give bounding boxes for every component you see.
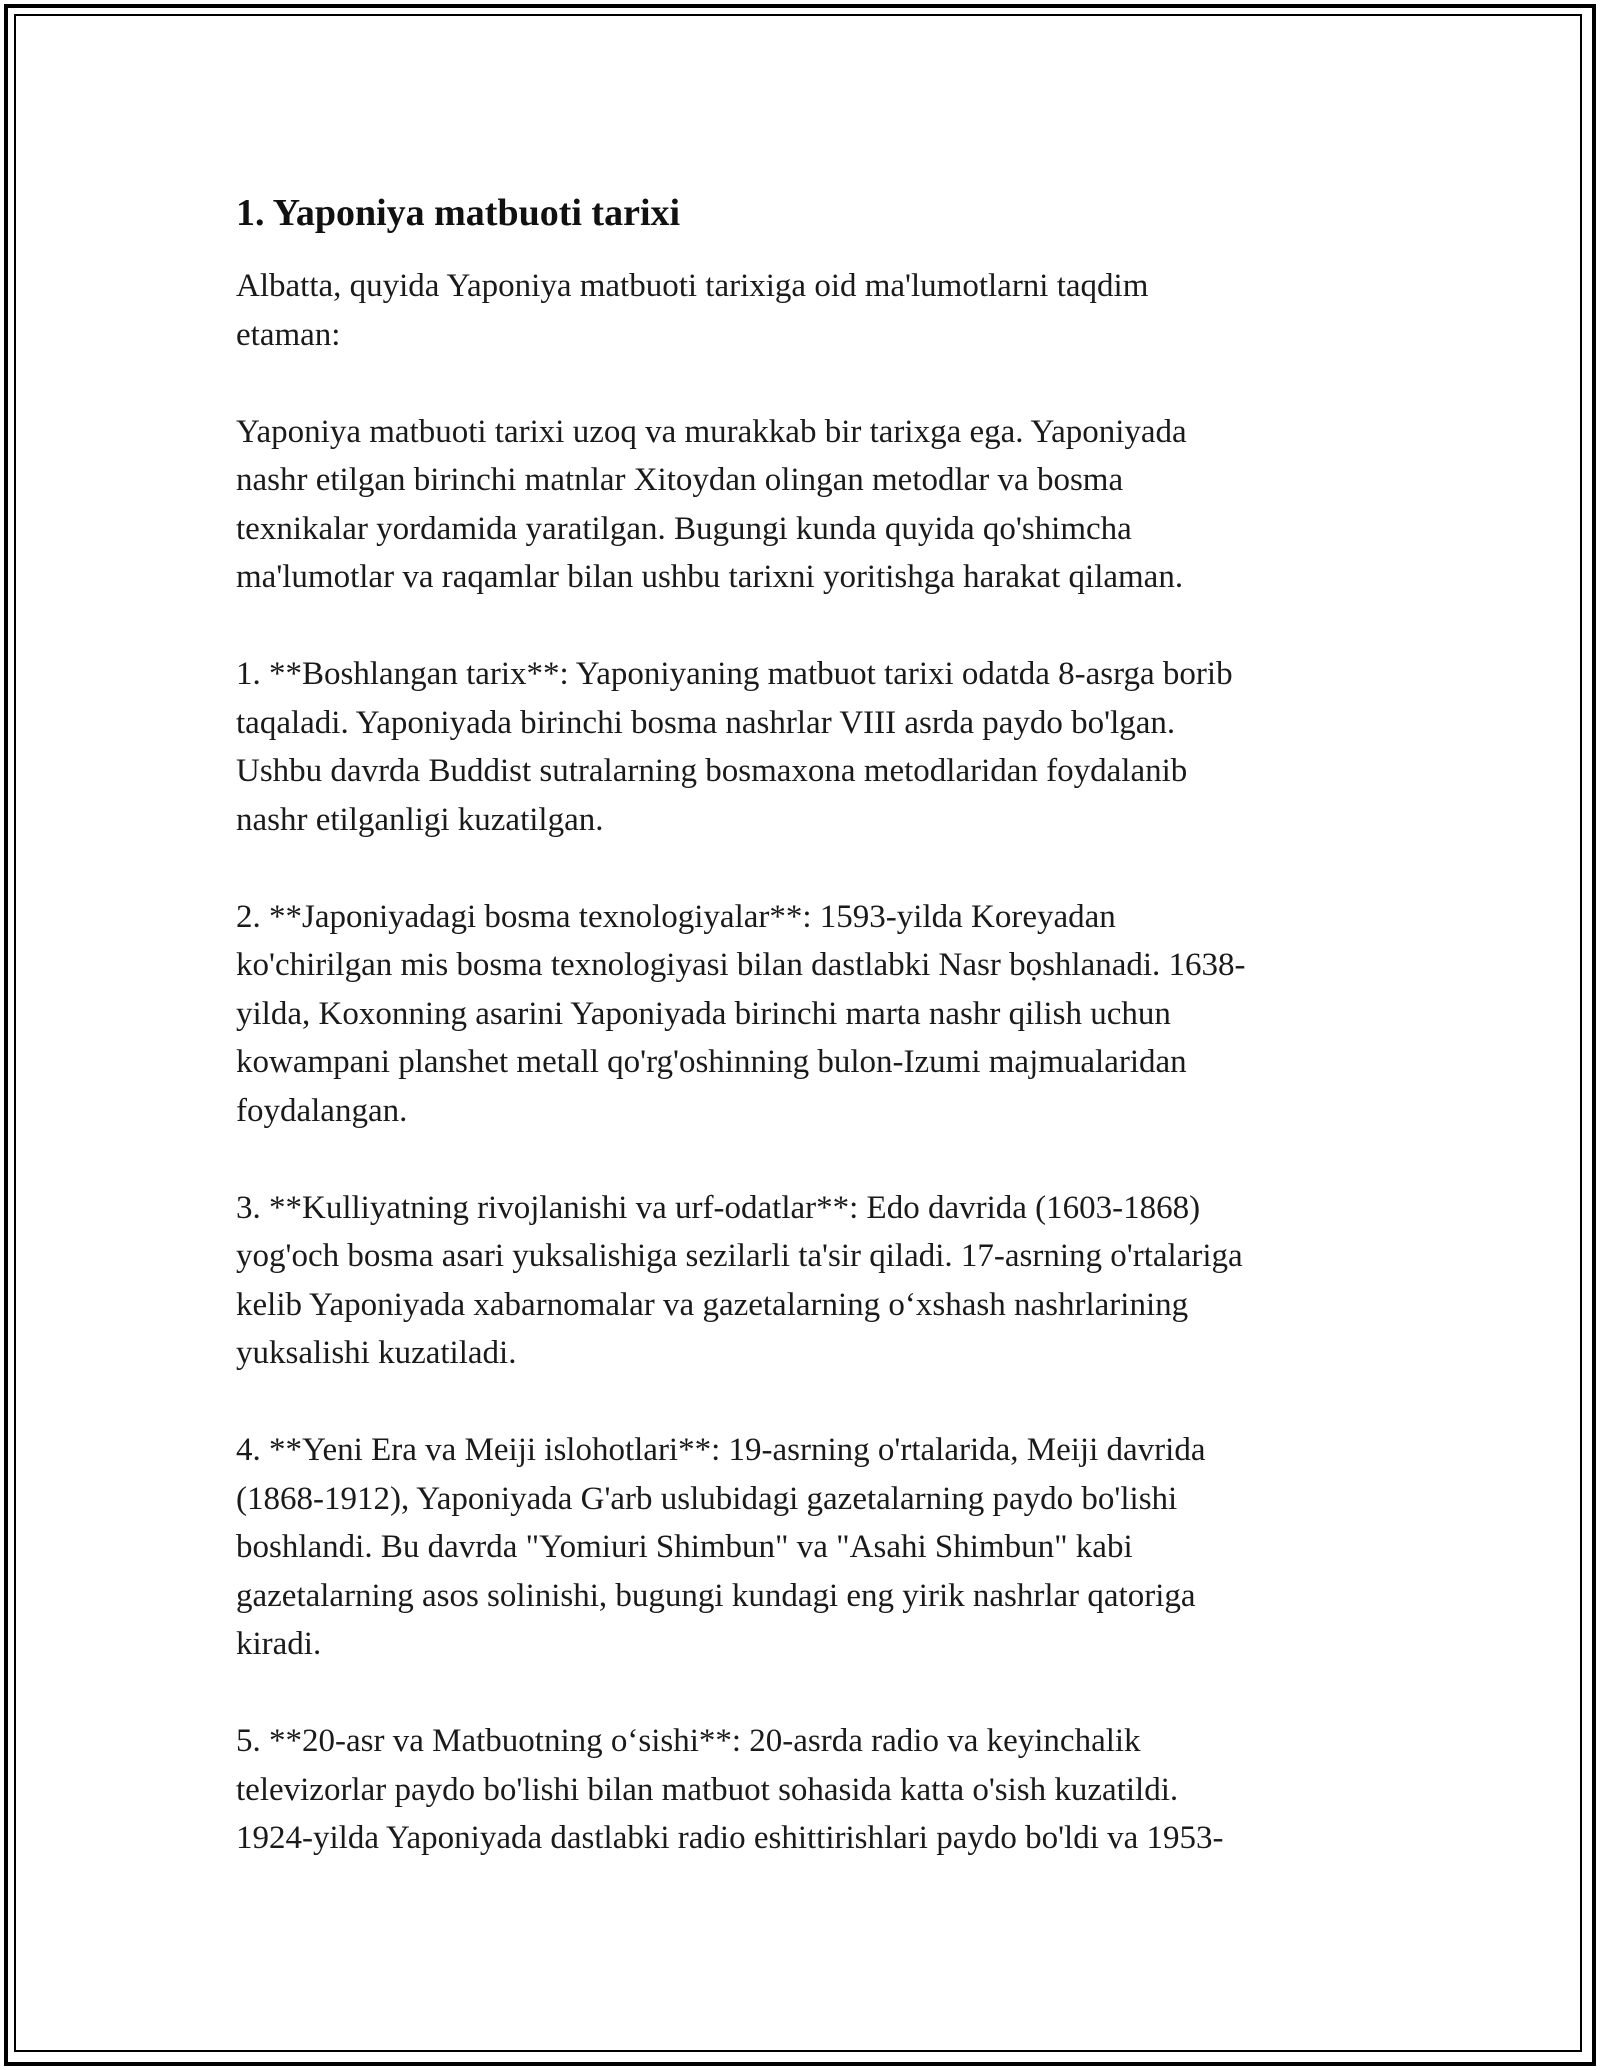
text-line: kiradi. (236, 1626, 322, 1662)
text-line: nashr etilgan birinchi matnlar Xitoydan olingan metodlar va bosma (236, 462, 1124, 498)
text-line: 5. **20-asr va Matbuotning o‘sishi**: 20-asrda radio va keyinchalik (236, 1723, 1141, 1759)
overview-paragraph (236, 408, 1366, 602)
list-item-5-paragraph (236, 1717, 1366, 1863)
text-line: 3. **Kulliyatning rivojlanishi va urf-odatlar**: Edo davrida (1603-1868) (236, 1189, 1201, 1226)
text-line: yog'och bosma asari yuksalishiga sezilarli ta'sir qiladi. 17-asrning o'rtalariga (236, 1238, 1243, 1274)
list-item-1-paragraph (236, 650, 1366, 844)
list-item-4-paragraph (236, 1426, 1366, 1669)
text-line: Yaponiya matbuoti tarixi uzoq va murakkab bir tarixga ega. Yaponiyada (236, 413, 1187, 450)
text-line: gazetalarning asos solinishi, bugungi kundagi eng yirik nashrlar qatoriga (236, 1577, 1196, 1614)
text-line: nashr etilganligi kuzatilgan. (236, 801, 604, 838)
text-line: 4. **Yeni Era va Meiji islohotlari**: 19-asrning o'rtalarida, Meiji davrida (236, 1432, 1206, 1468)
text-line: 1924-yilda Yaponiyada dastlabki radio eshittirishlari paydo bo'ldi va 1953- (236, 1820, 1224, 1856)
document-body (236, 186, 1366, 1911)
text-line: televizorlar paydo bo'lishi bilan matbuot sohasida katta o'sish kuzatildi. (236, 1771, 1179, 1808)
text-line: foydalangan. (236, 1092, 408, 1129)
document-title: 1. Yaponiya matbuoti tarixi (236, 192, 681, 234)
text-line: kowampani planshet metall qo'rg'oshinning bulon-Izumi majmualaridan (236, 1044, 1187, 1080)
list-item-3-paragraph (236, 1184, 1366, 1378)
text-line: texnikalar yordamida yaratilgan. Bugungi kunda quyida qo'shimcha (236, 510, 1132, 547)
text-line: ko'chirilgan mis bosma texnologiyasi bilan dastlabki Nasr bọshlanadi. 1638- (236, 947, 1246, 983)
text-line: Ushbu davrda Buddist sutralarning bosmaxona metodlaridan foydalanib (236, 753, 1188, 789)
text-line: etaman: (236, 316, 341, 353)
text-line: ma'lumotlar va raqamlar bilan ushbu tarixni yoritishga harakat qilaman. (236, 559, 1184, 595)
intro-paragraph (236, 262, 1366, 359)
text-line: boshlandi. Bu davrda "Yomiuri Shimbun" va "Asahi Shimbun" kabi (236, 1529, 1133, 1565)
text-line: taqaladi. Yaponiyada birinchi bosma nashrlar VIII asrda paydo bo'lgan. (236, 704, 1176, 741)
text-line: yuksalishi kuzatiladi. (236, 1335, 517, 1371)
list-item-2-paragraph (236, 893, 1366, 1136)
text-line: Albatta, quyida Yaponiya matbuoti tarixiga oid ma'lumotlarni taqdim (236, 268, 1149, 304)
text-line: (1868-1912), Yaponiyada G'arb uslubidagi gazetalarning paydo bo'lishi (236, 1480, 1178, 1517)
text-line: kelib Yaponiyada xabarnomalar va gazetalarning o‘xshash nashrlarining (236, 1286, 1189, 1323)
text-line: yilda, Koxonning asarini Yaponiyada birinchi marta nashr qilish uchun (236, 995, 1171, 1032)
text-line: 2. **Japoniyadagi bosma texnologiyalar**: 1593-yilda Koreyadan (236, 898, 1116, 935)
text-line: 1. **Boshlangan tarix**: Yaponiyaning matbuot tarixi odatda 8-asrga borib (236, 656, 1233, 692)
